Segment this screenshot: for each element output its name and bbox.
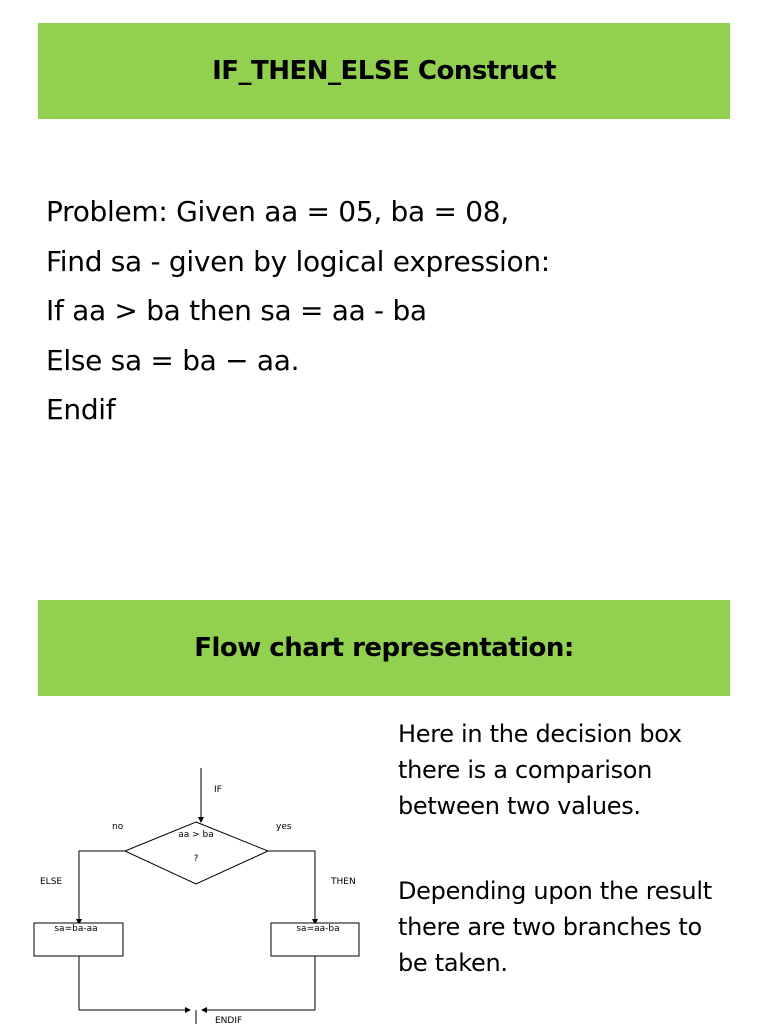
problem-line: If aa > ba then sa = aa - ba — [46, 294, 427, 327]
condition-label: aa > ba — [178, 830, 214, 840]
problem-statement — [46, 192, 736, 440]
then-branch-line — [268, 851, 315, 924]
no-label: no — [112, 822, 124, 832]
else-merge-line — [79, 956, 190, 1010]
question-mark: ? — [193, 854, 199, 864]
problem-line: Else sa = ba − aa. — [46, 343, 300, 377]
problem-line: Problem: Given aa = 05, ba = 08, — [46, 195, 509, 228]
section-title: Flow chart representation: — [194, 633, 574, 663]
title-banner-flow-chart — [38, 600, 730, 696]
flowchart-diagram — [0, 740, 390, 1024]
then-label: THEN — [331, 877, 356, 887]
title-banner-if-then-else — [38, 23, 730, 119]
then-merge-line — [202, 956, 315, 1010]
slide-title: IF_THEN_ELSE Construct — [212, 56, 556, 86]
explanation-paragraph-2: Depending upon the result there are two branches to be taken. — [398, 877, 712, 977]
endif-label: ENDIF — [215, 1016, 243, 1024]
else-label: ELSE — [40, 877, 63, 887]
then-process-label: sa=aa-ba — [296, 924, 340, 934]
yes-label: yes — [276, 822, 292, 832]
explanation-paragraph-1: Here in the decision box there is a comparison between two values. — [398, 720, 682, 820]
if-label: IF — [214, 785, 222, 795]
else-process-label: sa=ba-aa — [54, 924, 98, 934]
problem-line: Find sa - given by logical expression: — [46, 244, 550, 278]
problem-line: Endif — [46, 393, 116, 426]
else-branch-line — [79, 851, 125, 924]
